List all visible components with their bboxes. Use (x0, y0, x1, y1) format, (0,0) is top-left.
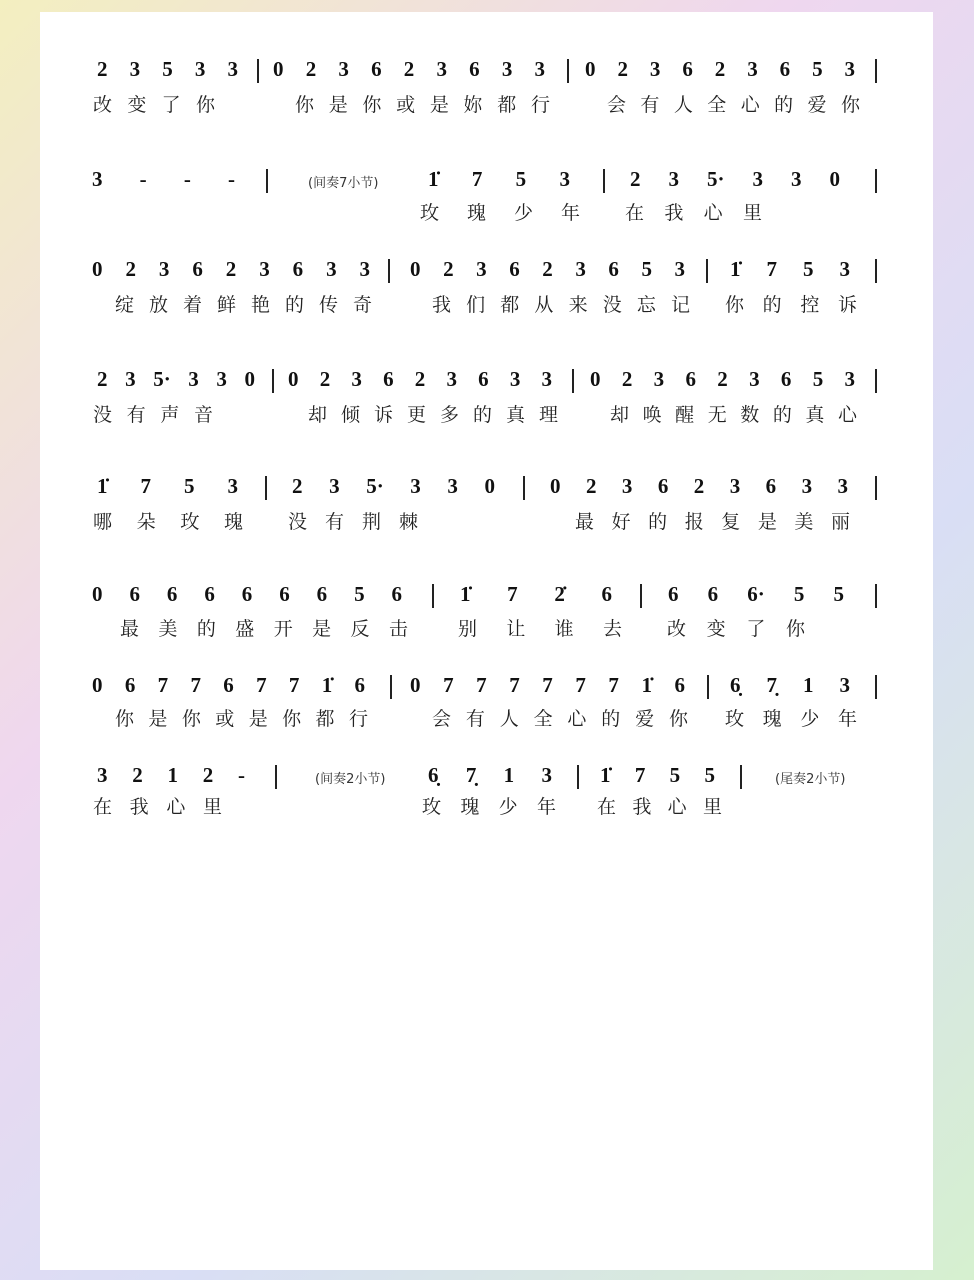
bar-line (390, 675, 392, 699)
lyric: 你是你或是你都行 (115, 708, 368, 730)
measure: 3 2 1 2 - (97, 763, 245, 787)
measure: 0 2 3 6 2 3 6 3 3 (273, 57, 545, 81)
bar-line (875, 169, 877, 193)
bar-line (740, 765, 742, 789)
lyric: 却倾诉更多的真理 (308, 404, 558, 426)
measure: 2 3 5· 3 3 0 (97, 367, 255, 391)
bar-line (707, 675, 709, 699)
measure: 0 2 3 6 2 3 6 5 3 (590, 367, 855, 391)
score-page (40, 12, 933, 1270)
measure: 0 6 7 7 6 7 7 1̇ 6 (92, 673, 365, 697)
lyric: 在我心里 (93, 796, 222, 818)
lyric: 我们都从来没忘记 (432, 294, 690, 316)
lyric: 别让谁去 (458, 618, 622, 640)
measure: 1̇ 7 5 3 (730, 257, 850, 281)
lyric: 没有声音 (93, 404, 213, 426)
lyric: 玫瑰少年 (422, 796, 556, 818)
bar-line (603, 169, 605, 193)
interlude-note: (间奏2小节) (315, 772, 386, 787)
bar-line (266, 169, 268, 193)
measure: 0 2 3 6 2 3 6 5 3 (585, 57, 855, 81)
lyric: 却唤醒无数的真心 (610, 404, 857, 426)
bar-line (432, 584, 434, 608)
measure: 1̇ 7 5 3 (428, 167, 570, 191)
bar-line (272, 369, 274, 393)
bar-line (257, 59, 259, 83)
bar-line (567, 59, 569, 83)
lyric: 在我心里 (625, 202, 762, 224)
bar-line (875, 59, 877, 83)
lyric: 在我心里 (597, 796, 722, 818)
measure: 1̇ 7 2̇ 6 (460, 582, 612, 606)
bar-line (388, 259, 390, 283)
bar-line (577, 765, 579, 789)
bar-line (875, 584, 877, 608)
lyric: 会有人全心的爱你 (432, 708, 688, 730)
bar-line (275, 765, 277, 789)
measure: 0 2 3 6 2 3 6 3 3 (550, 474, 848, 498)
measure: 2 3 5· 3 3 0 (630, 167, 840, 191)
lyric: 哪朵玫瑰 (93, 511, 243, 533)
lyric: 最好的报复是美丽 (575, 511, 850, 533)
measure: 0 6 6 6 6 6 6 5 6 (92, 582, 402, 606)
lyric: 最美的盛开是反击 (120, 618, 408, 640)
lyric: 你是你或是妳都行 (295, 94, 550, 116)
lyric: 没有荆棘 (288, 511, 418, 533)
bar-line (265, 476, 267, 500)
lyric: 改变了你 (93, 94, 215, 116)
lyric: 玫瑰少年 (420, 202, 580, 224)
bar-line (875, 675, 877, 699)
measure: 0 2 3 6 2 3 6 5 3 (410, 257, 685, 281)
measure: 1̇ 7 5 5 (600, 763, 715, 787)
measure: 6̣ 7̣ 1 3 (730, 673, 850, 697)
outro-note: (尾奏2小节) (775, 772, 846, 787)
interlude-note: (间奏7小节) (308, 176, 379, 191)
measure: 0 2 3 6 2 3 6 3 3 (288, 367, 552, 391)
lyric: 你的控诉 (725, 294, 857, 316)
lyric: 改变了你 (667, 618, 805, 640)
bar-line (706, 259, 708, 283)
measure: 6̣ 7̣ 1 3 (428, 763, 552, 787)
bar-line (523, 476, 525, 500)
measure: 6 6 6· 5 5 (668, 582, 844, 606)
lyric: 玫瑰少年 (725, 708, 857, 730)
lyric: 会有人全心的爱你 (607, 94, 860, 116)
bar-line (875, 476, 877, 500)
bar-line (640, 584, 642, 608)
bar-line (572, 369, 574, 393)
measure: 2 3 5 3 3 (97, 57, 238, 81)
measure: 2 3 5· 3 3 0 (292, 474, 495, 498)
measure: 0 7 7 7 7 7 7 1̇ 6 (410, 673, 685, 697)
bar-line (875, 259, 877, 283)
measure: 3 - - - (92, 167, 235, 191)
bar-line (875, 369, 877, 393)
measure: 1̇ 7 5 3 (97, 474, 238, 498)
measure: 0 2 3 6 2 3 6 3 3 (92, 257, 370, 281)
lyric: 绽放着鲜艳的传奇 (115, 294, 372, 316)
